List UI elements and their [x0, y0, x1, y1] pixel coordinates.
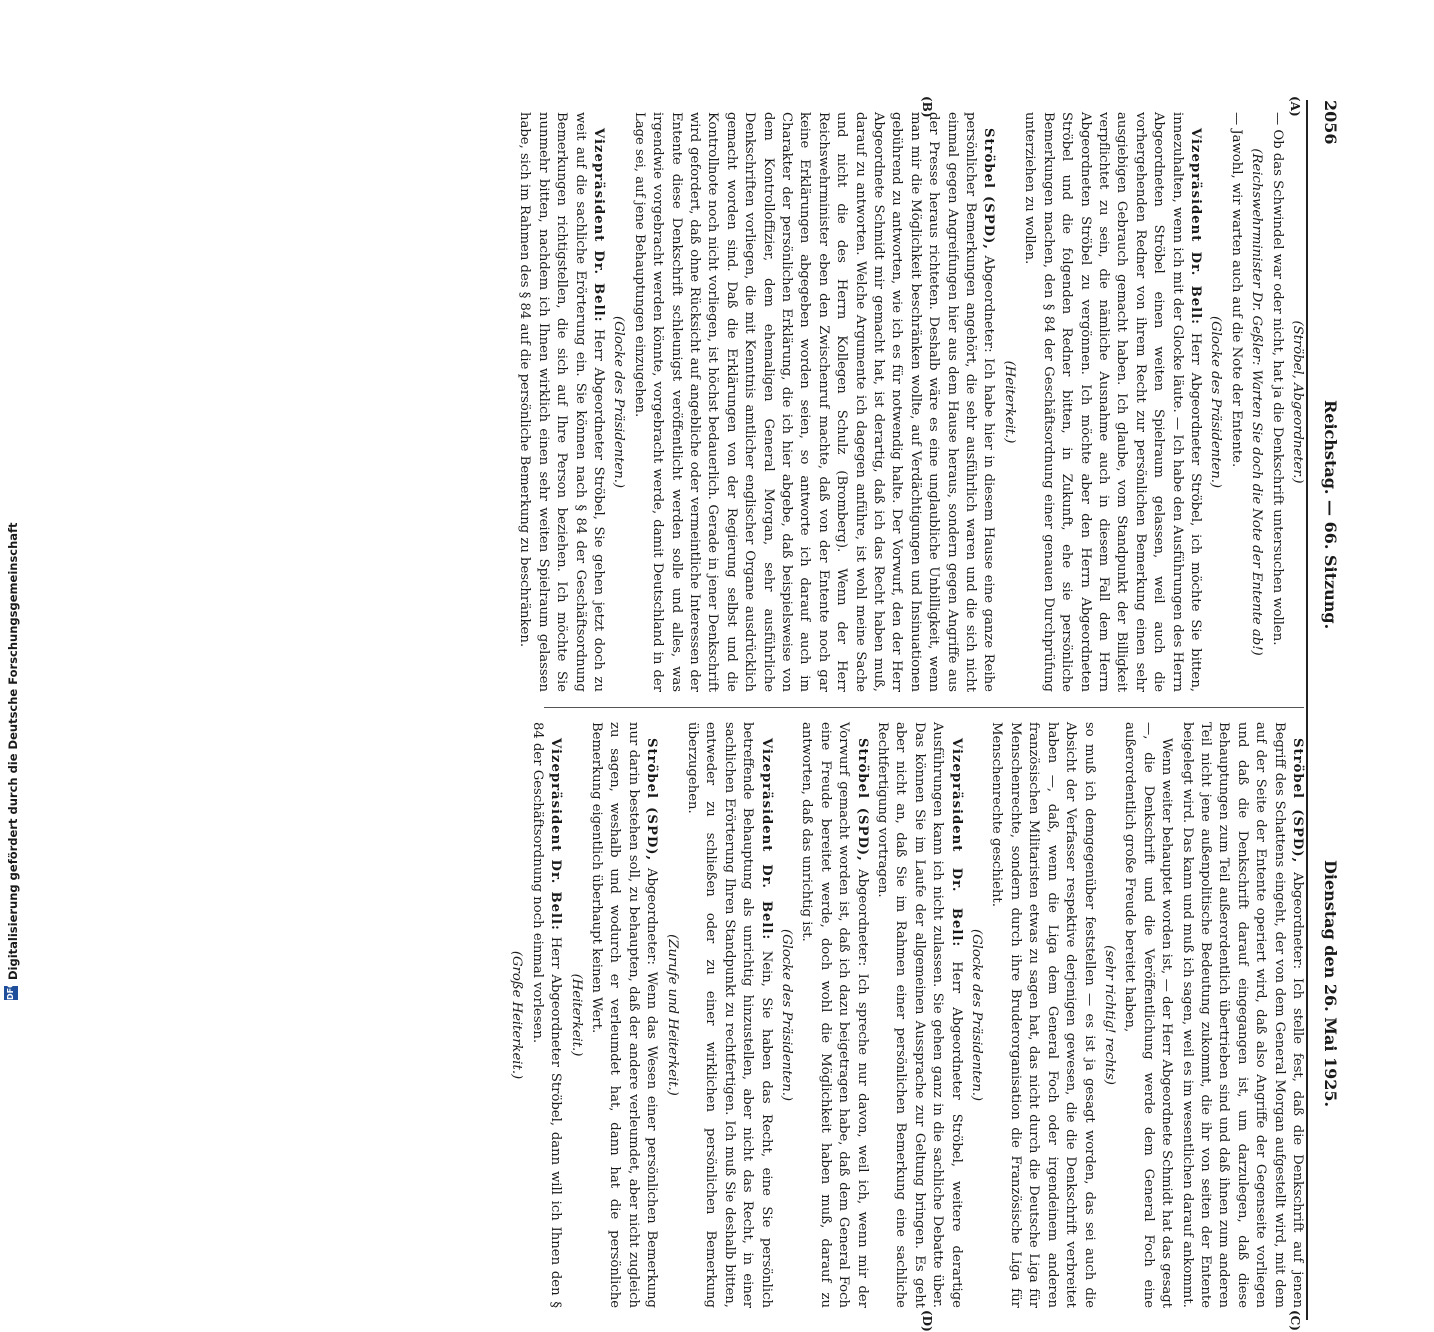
paragraph: (Ströbel, Abgeordneter.) [1290, 320, 1305, 484]
margin-mark-a: (A) [1288, 96, 1302, 117]
stage-note: (Glocke des Präsidenten.) [1208, 315, 1224, 489]
stage-note: (Zurufe und Heiterkeit.) [664, 934, 680, 1096]
speaker-name: Vizepräsident Dr. Bell: [548, 738, 564, 931]
margin-mark-b: (B) [920, 96, 934, 118]
margin-mark-c: (C) [1288, 1310, 1302, 1331]
paragraph: Ströbel (SPD), Abgeordneter: Wenn das Wesen einer persönlichen Bemerkung nur darin bestehen soll, zu behaupten, daß der andere verleumdet, aber nicht zugleich zu sagen, weshalb und wodurch er verleumdet hat, dann hat die persönliche Bemerkung eigentlich überhaupt keinen Wert. [588, 722, 660, 1308]
paragraph: so muß ich demgegenüber feststellen — es ist ja gesagt worden, das sei auch die Absicht der Verfasser respektive derjenigen gewesen, die die Denkschrift verbreitet haben —, daß, wenn die Liga dem General Foch oder irgendeinem anderen französischen Militaristen etwas zu sagen hat, das nicht durch die Deutsche Liga für Menschenrechte, sondern durch ihre Bruderorganisation die Französische Liga für Menschenrechte geschieht. [989, 722, 1097, 1308]
paragraph: Ströbel (SPD), Abgeordneter: Ich stelle fest, daß die Denkschrift auf jenen Begriff des Schattens eingeht, der von dem General Morgan aufgestellt wird, mit dem auf der Seite der Entente operiert wird, daß also Angriffe der Gegenseite vorliegen und daß die Denkschrift darauf eingegangen ist, um darzulegen, daß diese Behauptungen zum Teil außerordentlich übertrieben sind und daß ihnen zum anderen Teil nicht jene außenpolitische Bedeutung zukommt, die ihr von seiten der Entente beigelegt wird. Das kann und muß ich sagen, weil es im wesentlichen darauf ankommt. [1179, 722, 1305, 1308]
paragraph: Vizepräsident Dr. Bell: Nein, Sie haben das Recht, eine Sie persönlich betreffende Behauptung als unrichtig hinzustellen, aber nicht das Recht, in einer sachlichen Erörterung Ihren Standpunkt zu rechtfertigen. Ich muß Sie deshalb bitten, entweder zu schließen oder zu einer wirklichen persönlichen Bemerkung überzugehen. [685, 722, 774, 1308]
stage-note: (sehr richtig! rechts) [1101, 945, 1117, 1085]
stage-note: (Glocke des Präsidenten.) [611, 315, 627, 489]
page-header [1306, 100, 1348, 1320]
paragraph: Vizepräsident Dr. Bell: Herr Abgeordneter Ströbel, Sie gehen jetzt doch zu weit auf die sachliche Erörterung ein. Sie können nach § 84 der Geschäftsordnung Bemerkungen richtigstellen, die sich auf Ihre Person beziehen. Ich möchte Sie nunmehr bitten, nachdem ich Ihnen wirklich einen sehr weiten Spielraum gelassen habe, sich im Rahmen des § 84 auf die persönliche Bemerkung zu beschränken. [517, 112, 606, 692]
margin-mark-d: (D) [920, 1310, 934, 1332]
paragraph: Vizepräsident Dr. Bell: Herr Abgeordneter Ströbel, ich möchte Sie bitten, innezuhalten, wenn ich mit der Glocke läute. — Ich habe den Ausführungen des Herrn Abgeordneten Ströbel einen weiten Spielraum gelassen, weil auch die vorhergehenden Redner von ihrem Recht zur persönlichen Bemerkung einen sehr ausgiebigen Gebrauch gemacht haben. Ich glaube, vom Standpunkt der Billigkeit verpflichtet zu sein, die nämliche Ausnahme auch in diesem Fall dem Herrn Abgeordneten Ströbel zu vergönnen. Ich möchte aber den Herrn Abgeordneten Ströbel und die folgenden Redner bitten, in Zukunft, ehe sie persönliche Bemerkungen machen, den § 84 der Geschäftsordnung einer genauen Durchprüfung unterziehen zu wollen. [1022, 112, 1203, 693]
speaker-name: Ströbel (SPD), [1290, 738, 1305, 864]
speaker-name: Vizepräsident Dr. Bell: [758, 738, 774, 941]
speaker-name: Ströbel (SPD), [644, 738, 660, 862]
paragraph: Ströbel (SPD), Abgeordneter: Ich spreche nur davon, weil ich, wenn mir der Vorwurf gemacht worden ist, daß ich dazu beigetragen habe, daß dem General Foch eine Freude bereitet werde, doch wohl die Möglichkeit haben muß, darauf zu antworten, daß das unrichtig ist. [799, 722, 870, 1308]
right-column [505, 722, 1306, 1308]
speaker-name: Vizepräsident Dr. Bell: [590, 128, 606, 323]
page-title: Reichstag. — 66. Sitzung. [1321, 400, 1340, 630]
session-date: Dienstag den 26. Mai 1925. [1321, 860, 1340, 1108]
stage-note: (Glocke des Präsidenten.) [779, 928, 795, 1102]
paragraph: Wenn weiter behauptet worden ist, — der Herr Abgeordnete Schmidt hat das gesagt —, die Denkschrift und die Veröffentlichung werde dem General Foch eine außerordentlich große Freude bereitet haben, [1122, 722, 1175, 1308]
left-column [513, 112, 1306, 692]
paragraph: Vizepräsident Dr. Bell: Herr Abgeordneter Ströbel, weitere derartige Ausführungen kann ich nicht zulassen. Sie gehen ganz in die sachliche Debatte über. Das können Sie im Laufe der allgemeinen Aussprache zur Geltung bringen. Es geht aber nicht an, daß Sie im Rahmen einer persönlichen Bemerkung eine sachliche Rechtfertigung vortragen. [875, 722, 964, 1308]
stage-note: (Heiterkeit.) [568, 973, 584, 1057]
stage-note: (Glocke des Präsidenten.) [969, 928, 985, 1102]
digitization-credit [0, 0, 28, 1000]
dfg-logo-icon: DFG [4, 986, 18, 1000]
page-number: 2056 [1321, 100, 1340, 145]
paragraph: — Jawohl, wir warten auch auf die Note der Entente. [1228, 112, 1244, 468]
stage-note: (Heiterkeit.) [1001, 360, 1017, 444]
paragraph: Ströbel (SPD), Abgeordneter: Ich habe hier in diesem Hause eine ganze Reihe persönlicher Bemerkungen angehört, die sehr ausführlich waren und die sich nicht einmal gegen Angreifungen hier aus dem Hause heraus, sondern gegen Angriffe aus der Presse heraus richteten. Deshalb wäre es eine unglaubliche Unbilligkeit, wenn man mir die Möglichkeit beschränken wollte, auf Verdächtigungen und Insinuationen gebührend zu antworten, wie ich es für notwendig halte. Der Vorwurf, den der Herr Abgeordnete Schmidt mir gemacht hat, ist derartig, daß ich das Recht haben muß, darauf zu antworten. Welche Argumente ich dagegen anführe, ist wohl meine Sache und nicht die des Herrn Kollegen Schulz (Bromberg). Wenn der Herr Reichswehrminister eben den Zwischenruf machte, daß von der Entente noch gar keine Erklärungen abgegeben worden seien, so antworte ich darauf auch im Charakter der persönlichen Erklärung, die ich hier abgebe, daß beispielsweise von dem Kontrolloffizier, dem ehemaligen General Morgan, sehr ausführliche Denkschriften vorliegen, die mit Kenntnis amtlicher englischer Organe ausdrücklich gemacht worden sind. Daß die Erklärungen von der Regierung selbst und die Kontrollnote noch nicht vorliegen, ist höchst bedauerlich. Gerade in jener Denkschrift wird gefordert, daß ohne Rücksicht auf angebliche oder vermeintliche Interessen der Entente diese Denkschrift schleunigst veröffentlicht werden solle und alles, was irgendwie vorgebracht werden könnte, vorgebracht werde, damit Deutschland in der Lage sei, auf jene Behauptungen einzugehen. [631, 112, 997, 692]
speaker-name: Vizepräsident Dr. Bell: [948, 738, 964, 948]
column-divider [544, 707, 1304, 708]
paragraph: — Ob das Schwindel war oder nicht, hat ja die Denkschrift untersuchen wollen. [1269, 112, 1285, 646]
speaker-name: Ströbel (SPD), [981, 128, 997, 250]
speaker-name: Vizepräsident Dr. Bell: [1187, 128, 1203, 326]
paragraph: Vizepräsident Dr. Bell: Herr Abgeordneter Ströbel, dann will ich Ihnen den § 84 der Geschäftsordnung noch einmal vorlesen. [529, 722, 564, 1308]
stage-note: (Große Heiterkeit.) [509, 950, 525, 1080]
credit-text: Digitalisierung gefördert durch die Deutsche Forschungsgemeinschaft [6, 522, 20, 980]
interjection: (Reichswehrminister Dr. Geßler: Warten Sie doch die Note der Entente ab!) [1249, 148, 1265, 656]
speaker-name: Ströbel (SPD), [854, 738, 870, 862]
